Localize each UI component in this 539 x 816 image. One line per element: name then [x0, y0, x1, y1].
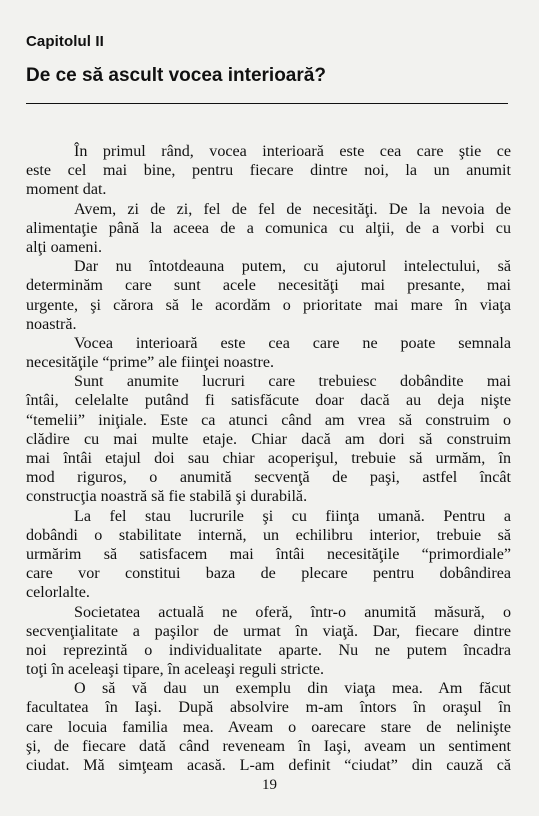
text-line: alimentaţie până la aceea de a comunica cu alţii, de a vorbi cu [26, 219, 511, 237]
text-line: mai întâi etajul doi sau chiar acoperişul, trebuie să urmăm, în [26, 450, 511, 467]
text-line: În primul rând, vocea interioară este cea care ştie ce [74, 143, 511, 160]
text-line: secvenţialitate a paşilor de urmat în viaţă. Dar, fiecare dintre [26, 622, 511, 640]
text-line: noastră. [26, 315, 77, 333]
text-line: determinăm care sunt acele necesităţi mai presante, mai [26, 277, 511, 295]
text-line: celorlalte. [26, 584, 90, 602]
text-line: alţi oameni. [26, 238, 102, 256]
text-line: moment dat. [26, 181, 107, 199]
text-line: urmărim să satisfacem mai întâi necesităţile “primordiale” [26, 545, 511, 563]
text-line: întâi, celelalte putând fi satisfăcute doar dacă au deja nişte [26, 392, 511, 410]
text-line: ciudat. Mă simţeam acasă. L-am definit “ciudat” din cauză că [26, 757, 511, 774]
text-line: O să vă dau un exemplu din viaţa mea. Am făcut [74, 680, 511, 698]
text-line: care locuia familia mea. Aveam o oarecare stare de nelinişte [26, 718, 511, 736]
text-line: dobândi o stabilitate internă, un echilibru interior, trebuie să [26, 526, 511, 544]
text-line: noi reprezintă o individualitate aparte. Nu ne putem încadra [26, 641, 511, 659]
chapter-label: Capitolul II [26, 33, 104, 50]
text-line: este cel mai bine, pentru fiecare dintre noi, la un anumit [26, 162, 511, 180]
text-line: care vor constitui baza de plecare pentru dobândirea [26, 565, 511, 583]
text-line: Societatea actuală ne oferă, într-o anumită măsură, o [74, 603, 511, 621]
text-line: mod riguros, o anumită secvenţă de paşi, astfel încât [26, 469, 511, 487]
text-line: facultatea în Iaşi. După absolvire m-am întors în oraşul în [26, 699, 511, 717]
chapter-title: De ce să ascult vocea interioară? [26, 65, 326, 86]
page-number: 19 [262, 777, 277, 793]
title-divider [26, 103, 508, 104]
text-line: urgente, şi cărora să le acordăm o prioritate mai mare în viaţa [26, 296, 511, 314]
text-line: clădire cu mai multe etaje. Chiar dacă am dori să construim [26, 430, 511, 448]
text-line: La fel stau lucrurile şi cu fiinţa umană. Pentru a [74, 507, 511, 525]
text-line: toţi în aceleaşi tipare, în aceleaşi reguli stricte. [26, 661, 325, 679]
text-line: “temelii” iniţiale. Este ca atunci când am vrea să construim o [26, 411, 511, 429]
text-line: necesităţile “prime” ale fiinţei noastre. [26, 354, 274, 372]
text-line: şi, de fiecare dată când reveneam în Iaşi, aveam un sentiment [26, 737, 511, 755]
text-line: Dar nu întotdeauna putem, cu ajutorul intelectului, să [74, 258, 511, 276]
text-line: construcţia noastră să fie stabilă şi durabilă. [26, 488, 308, 506]
body-text [26, 142, 511, 775]
text-line: Vocea interioară este cea care ne poate semnala [74, 334, 511, 352]
text-line: Sunt anumite lucruri care trebuiesc dobândite mai [74, 373, 511, 391]
text-line: Avem, zi de zi, fel de fel de necesităţi. De la nevoia de [74, 200, 511, 218]
